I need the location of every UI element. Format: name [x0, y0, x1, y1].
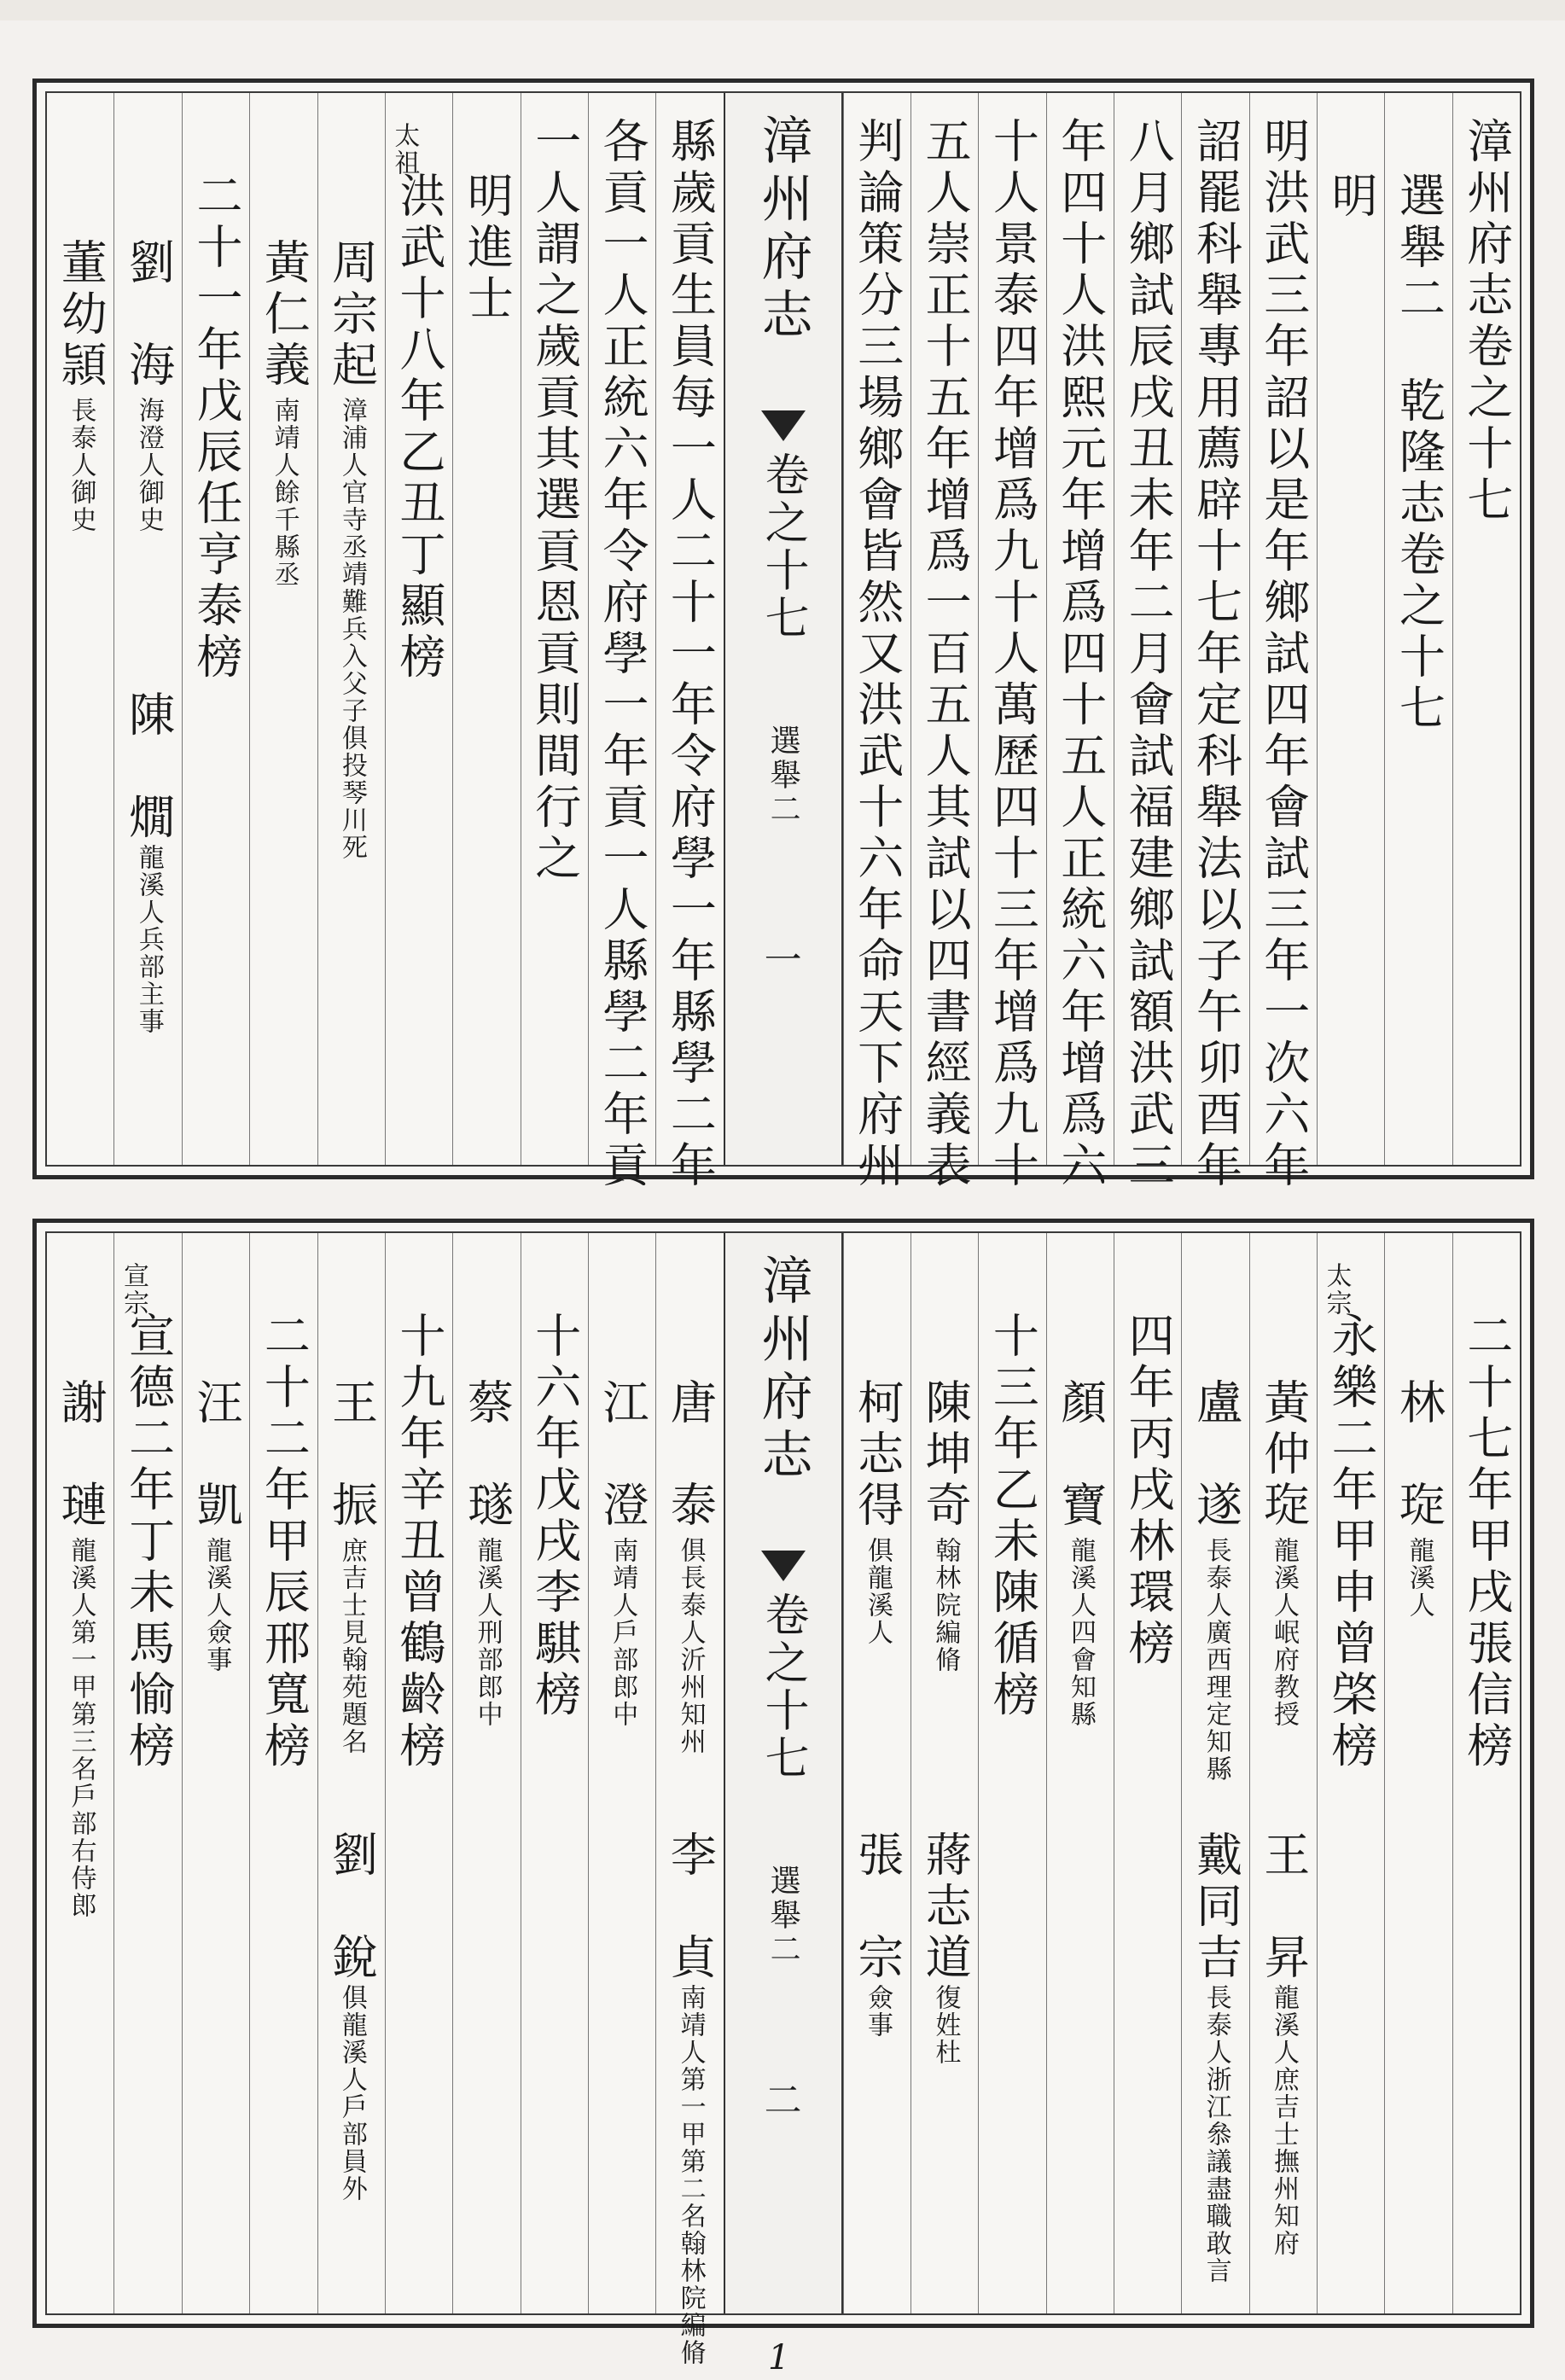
column-note: 南靖人戶部郎中 — [608, 1537, 638, 1728]
column-text: 明 — [1324, 172, 1379, 223]
text-column — [452, 93, 520, 1165]
column-second-entry: 劉 銳 — [324, 1830, 379, 1984]
column-text: 汪 凱 — [189, 1378, 243, 1532]
column-text: 王 振 — [324, 1378, 379, 1532]
text-column — [1249, 93, 1317, 1192]
column-prefix: 宣宗 — [118, 1262, 148, 1317]
column-text: 十三年乙未陳循榜 — [986, 1312, 1040, 1721]
column-second-note: 南靖人第一甲第二名翰林院編脩 — [675, 1984, 706, 2366]
text-column — [1384, 1233, 1452, 2313]
center-juan: 卷之十七 — [757, 451, 809, 643]
center-column — [724, 1233, 843, 2313]
column-prefix: 太宗 — [1321, 1262, 1352, 1317]
text-column — [1114, 1233, 1181, 2313]
column-second-entry: 戴同吉 — [1189, 1830, 1243, 1984]
column-note: 俱龍溪人 — [862, 1537, 893, 1646]
text-column — [317, 1233, 385, 2313]
column-second-note: 龍溪人庶吉士撫州知府 — [1269, 1984, 1300, 2257]
center-column — [724, 93, 843, 1165]
column-text: 年四十人洪熙元年增爲四十五人正統六年增爲六 — [1053, 117, 1108, 1192]
text-column — [1114, 93, 1181, 1192]
column-text: 柯志得 — [850, 1378, 905, 1532]
column-text: 周宗起 — [324, 238, 379, 392]
text-column — [113, 93, 181, 1165]
column-note: 南靖人餘千縣丞 — [269, 397, 300, 588]
text-column — [1249, 1233, 1317, 2313]
folio-number: 1 — [768, 2338, 790, 2377]
bottom-page-frame — [45, 1231, 1521, 2366]
column-text: 劉 海 — [121, 238, 176, 392]
column-note: 龍溪人四會知縣 — [1066, 1537, 1097, 1728]
column-second-entry: 李 貞 — [663, 1830, 718, 1984]
center-page-number: 一 — [764, 939, 802, 982]
column-second-entry: 王 昇 — [1256, 1830, 1311, 1984]
column-text: 二十七年甲戌張信榜 — [1459, 1312, 1514, 1772]
center-section: 選舉二 — [765, 724, 801, 827]
column-text: 選舉二 乾隆志卷之十七 — [1392, 172, 1446, 735]
column-note: 長泰人廣西理定知縣 — [1201, 1537, 1231, 1783]
text-column — [1046, 93, 1114, 1192]
column-note: 龍溪人僉事 — [201, 1537, 232, 1673]
column-text: 判論策分三場鄉會皆然又洪武十六年命天下府州 — [850, 117, 905, 1192]
column-note: 長泰人御史 — [66, 397, 96, 533]
scan-top-strip — [0, 0, 1565, 20]
center-title: 漳州府志 — [753, 113, 813, 346]
text-column — [182, 1233, 249, 2313]
column-second-note: 僉事 — [862, 1984, 893, 2039]
column-note: 龍溪人岷府教授 — [1269, 1537, 1300, 1728]
column-second-note: 俱龍溪人戶部員外 — [336, 1984, 367, 2203]
column-note: 俱長泰人沂州知州 — [675, 1537, 706, 1755]
text-column — [843, 93, 910, 1192]
column-text: 詔罷科舉專用薦辟十七年定科舉法以子午卯酉年 — [1189, 117, 1243, 1192]
text-column — [1317, 93, 1384, 1165]
column-second-note: 復姓杜 — [930, 1984, 961, 2066]
text-column — [1046, 1233, 1114, 2313]
text-column — [1452, 1233, 1520, 2313]
column-text: 十六年戊戌李騏榜 — [527, 1312, 582, 1721]
column-second-note: 龍溪人兵部主事 — [133, 844, 164, 1035]
text-column — [588, 93, 655, 1192]
top-page-frame — [45, 91, 1521, 1192]
text-column — [588, 1233, 655, 2313]
column-text: 十九年辛丑曾鶴齡榜 — [393, 1312, 447, 1772]
text-column — [910, 1233, 978, 2313]
fish-tail-mark — [761, 1551, 806, 1581]
text-column — [317, 93, 385, 1165]
text-column — [655, 1233, 723, 2366]
text-column — [655, 93, 723, 1192]
text-column — [182, 93, 249, 1165]
column-text: 陳坤奇 — [918, 1378, 973, 1532]
text-column — [452, 1233, 520, 2313]
text-column — [249, 93, 317, 1165]
fish-tail-mark — [761, 410, 806, 441]
center-page-number: 二 — [764, 2079, 802, 2122]
column-text: 永樂二年甲申曾棨榜 — [1324, 1312, 1379, 1772]
column-note: 龍溪人刑部郎中 — [472, 1537, 503, 1728]
column-note: 翰林院編脩 — [930, 1537, 961, 1673]
column-text: 謝 璉 — [54, 1378, 108, 1532]
bottom-page — [32, 1219, 1534, 2366]
text-column — [521, 93, 588, 1165]
column-text: 四年丙戌林環榜 — [1121, 1312, 1176, 1670]
column-text: 縣歲貢生員每一人二十一年令府學一年縣學二年 — [663, 117, 718, 1192]
text-column — [47, 93, 113, 1165]
column-text: 八月鄉試辰戌丑未年二月會試福建鄉試額洪武三 — [1121, 117, 1176, 1192]
column-text: 五人崇正十五年增爲一百五人其試以四書經義表 — [918, 117, 973, 1192]
text-column — [1317, 1233, 1384, 2313]
column-text: 唐 泰 — [663, 1378, 718, 1532]
bottom-page-columns — [47, 1233, 1520, 2366]
column-text: 明洪武三年詔以是年鄉試四年會試三年一次六年 — [1256, 117, 1311, 1192]
column-text: 顏 寶 — [1053, 1378, 1108, 1532]
center-section: 選舉二 — [765, 1865, 801, 1967]
text-column — [113, 1233, 181, 2313]
column-text: 董幼頴 — [54, 238, 108, 392]
text-column — [978, 1233, 1045, 2313]
column-text: 二十一年戊辰任亨泰榜 — [189, 172, 243, 684]
column-note: 庶吉士見翰苑題名 — [336, 1537, 367, 1755]
text-column — [1181, 93, 1248, 1192]
top-page — [32, 79, 1534, 1192]
column-note: 龍溪人 — [1404, 1537, 1434, 1619]
text-column — [249, 1233, 317, 2313]
column-text: 十人景泰四年增爲九十人萬歷四十三年增爲九十 — [986, 117, 1040, 1192]
text-column — [521, 1233, 588, 2313]
column-text: 江 澄 — [596, 1378, 650, 1532]
column-text: 林 琁 — [1392, 1378, 1446, 1532]
column-text: 宣德二年丁未馬愉榜 — [121, 1312, 176, 1772]
text-column — [978, 93, 1045, 1192]
column-second-entry: 蔣志道 — [918, 1830, 973, 1984]
column-second-entry: 張 宗 — [850, 1830, 905, 1984]
text-column — [385, 93, 452, 1165]
column-text: 蔡 璲 — [460, 1378, 515, 1532]
text-column — [1452, 93, 1520, 1165]
column-note: 漳浦人官寺丞靖難兵入父子俱投琴川死 — [336, 397, 367, 861]
column-note: 海澄人御史 — [133, 397, 164, 533]
column-text: 一人謂之歲貢其選貢恩貢則間行之 — [527, 117, 582, 885]
column-text: 黃仲琁 — [1256, 1378, 1311, 1532]
column-second-entry: 陳 燗 — [121, 690, 176, 844]
column-text: 漳州府志卷之十七 — [1459, 117, 1514, 527]
center-title: 漳州府志 — [753, 1254, 813, 1486]
column-text: 各貢一人正統六年令府學一年貢一人縣學二年貢 — [596, 117, 650, 1192]
text-column — [910, 93, 978, 1192]
text-column — [1181, 1233, 1248, 2313]
column-text: 黃仁義 — [257, 238, 311, 392]
column-note: 龍溪人第一甲第三名戶部右侍郎 — [66, 1537, 96, 1919]
text-column — [385, 1233, 452, 2313]
text-column — [1384, 93, 1452, 1165]
center-juan: 卷之十七 — [757, 1592, 809, 1783]
column-text: 二十二年甲辰邢寬榜 — [257, 1312, 311, 1772]
column-text: 明進士 — [460, 172, 515, 325]
text-column — [47, 1233, 113, 2313]
top-page-columns — [47, 93, 1520, 1192]
column-text: 洪武十八年乙丑丁顯榜 — [393, 172, 447, 684]
column-second-note: 長泰人浙江叅議盡職敢言 — [1201, 1984, 1231, 2284]
column-prefix: 太祖 — [389, 122, 420, 177]
text-column — [843, 1233, 910, 2313]
column-text: 盧 遂 — [1189, 1378, 1243, 1532]
